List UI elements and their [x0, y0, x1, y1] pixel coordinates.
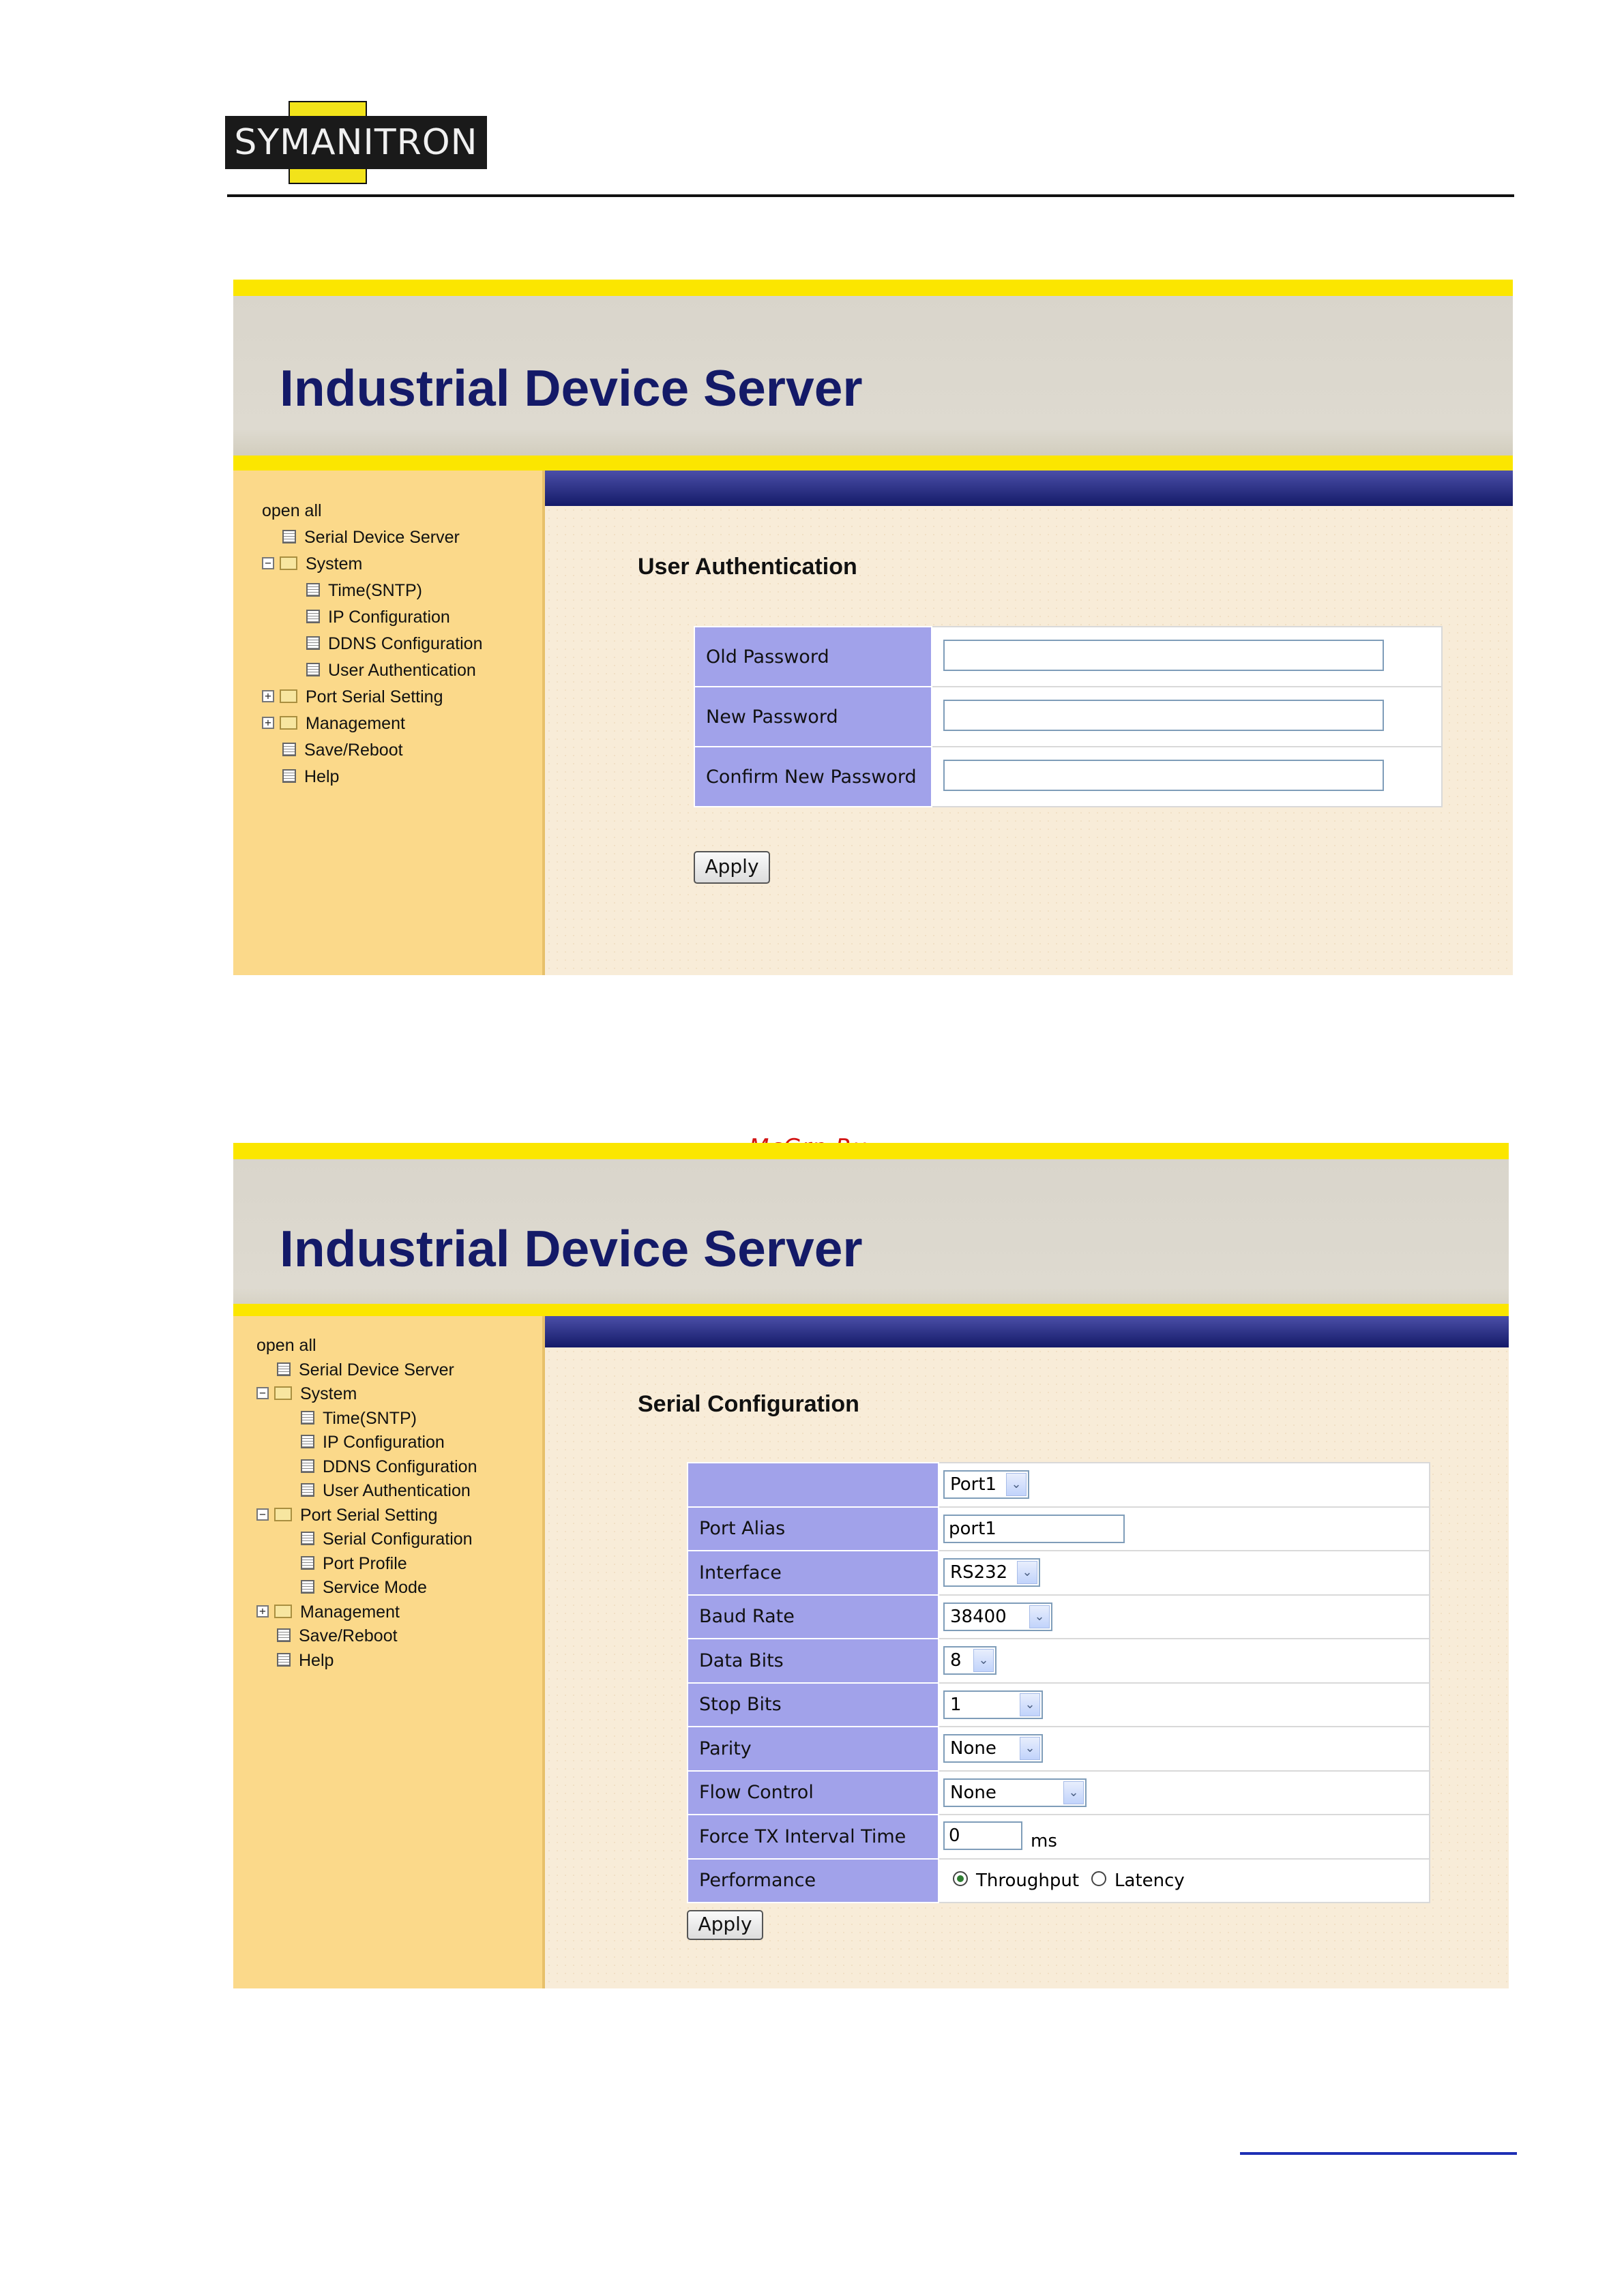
- expand-icon[interactable]: +: [262, 690, 274, 702]
- dropdown-value: 1: [950, 1694, 962, 1715]
- page-icon: [301, 1435, 314, 1448]
- nav-item[interactable]: [282, 739, 403, 762]
- chevron-down-icon[interactable]: ⌄: [1006, 1473, 1027, 1496]
- nav-item[interactable]: [306, 632, 483, 655]
- field-cell: [939, 1815, 1430, 1859]
- nav-item[interactable]: [256, 1382, 357, 1405]
- field-cell: [939, 1771, 1430, 1815]
- nav-item[interactable]: [256, 1504, 438, 1527]
- apply-button[interactable]: Apply: [694, 851, 770, 884]
- page-icon: [282, 530, 296, 543]
- page-icon: [301, 1532, 314, 1545]
- field-cell: [939, 1639, 1430, 1683]
- field-cell: [932, 687, 1442, 747]
- nav-item[interactable]: [301, 1431, 445, 1454]
- nav-item[interactable]: [277, 1624, 398, 1648]
- banner-yellow-line: [233, 456, 1513, 471]
- nav-item-label: Serial Device Server: [299, 1360, 454, 1380]
- field-label: Old Password: [694, 627, 932, 687]
- nav-item-label: Save/Reboot: [304, 741, 403, 760]
- nav-item-label: System: [306, 554, 363, 573]
- nav-item-label: Help: [299, 1650, 334, 1670]
- page-icon: [301, 1483, 314, 1497]
- chevron-down-icon[interactable]: ⌄: [1020, 1737, 1040, 1760]
- chevron-down-icon[interactable]: ⌄: [1029, 1605, 1050, 1628]
- nav-item[interactable]: [306, 606, 450, 629]
- nav-item[interactable]: [277, 1649, 334, 1672]
- radio-label: Latency: [1114, 1870, 1185, 1891]
- nav-item[interactable]: [301, 1576, 427, 1599]
- nav-band: [545, 471, 1513, 506]
- dropdown-select[interactable]: [943, 1470, 1029, 1499]
- nav-item-label: Time(SNTP): [328, 581, 422, 600]
- section-title: Serial Configuration: [638, 1391, 859, 1417]
- radio-label: Throughput: [976, 1870, 1080, 1891]
- page-icon: [277, 1628, 291, 1642]
- dropdown-select[interactable]: [943, 1558, 1040, 1587]
- page-icon: [282, 769, 296, 783]
- form-row: [688, 1815, 1430, 1859]
- folder-icon: [280, 689, 297, 703]
- collapse-icon[interactable]: −: [256, 1387, 269, 1399]
- banner-title: Industrial Device Server: [280, 1220, 863, 1277]
- field-cell: [939, 1507, 1430, 1551]
- page-icon: [306, 583, 320, 597]
- field-cell: [932, 747, 1442, 807]
- nav-item-label: IP Configuration: [328, 608, 450, 627]
- screenshot-user-authentication: [233, 280, 1513, 975]
- symanitron-logo: [225, 101, 487, 184]
- banner-title: Industrial Device Server: [280, 359, 863, 417]
- apply-button[interactable]: Apply: [687, 1910, 763, 1940]
- nav-item[interactable]: [301, 1407, 417, 1430]
- nav-item-label: DDNS Configuration: [323, 1457, 477, 1476]
- banner: [233, 296, 1513, 462]
- page-icon: [306, 610, 320, 623]
- dropdown-value: None: [950, 1738, 996, 1759]
- field-cell: [932, 627, 1442, 687]
- radio-throughput[interactable]: [953, 1871, 968, 1886]
- nav-item[interactable]: [301, 1552, 407, 1575]
- nav-item[interactable]: [262, 712, 405, 735]
- password-form: [694, 626, 1443, 807]
- nav-item[interactable]: [301, 1479, 471, 1502]
- collapse-icon[interactable]: −: [262, 557, 274, 569]
- nav-item-label: IP Configuration: [323, 1433, 445, 1452]
- nav-item[interactable]: [301, 1455, 477, 1478]
- nav-item[interactable]: [256, 1334, 316, 1357]
- form-row: [688, 1859, 1430, 1903]
- nav-item[interactable]: [306, 659, 476, 682]
- form-row: [688, 1463, 1430, 1507]
- chevron-down-icon[interactable]: ⌄: [1017, 1561, 1037, 1584]
- dropdown-select[interactable]: [943, 1690, 1043, 1719]
- field-label: Port Alias: [688, 1507, 939, 1551]
- nav-item-label: Serial Device Server: [304, 528, 460, 547]
- dropdown-value: 38400: [950, 1606, 1007, 1627]
- field-label: Interface: [688, 1551, 939, 1595]
- form-row: [688, 1551, 1430, 1595]
- field-label: [688, 1463, 939, 1507]
- dropdown-select[interactable]: [943, 1602, 1052, 1631]
- banner: [233, 1159, 1509, 1320]
- nav-item-label: open all: [256, 1336, 316, 1355]
- dropdown-value: 8: [950, 1650, 962, 1671]
- folder-open-icon: [280, 556, 297, 570]
- password-field[interactable]: [943, 640, 1384, 671]
- nav-item-label: Management: [300, 1602, 400, 1622]
- nav-item-label: System: [300, 1384, 357, 1403]
- page-icon: [301, 1459, 314, 1473]
- nav-item[interactable]: [256, 1600, 400, 1624]
- interval-time-field[interactable]: 0: [943, 1821, 1022, 1850]
- field-label: Data Bits: [688, 1639, 939, 1683]
- field-label: Baud Rate: [688, 1595, 939, 1639]
- page-icon: [301, 1556, 314, 1570]
- header-rule: [227, 194, 1514, 197]
- form-row: [688, 1683, 1430, 1727]
- page-icon: [306, 663, 320, 676]
- field-label: New Password: [694, 687, 932, 747]
- field-cell: [939, 1595, 1430, 1639]
- collapse-icon[interactable]: −: [256, 1508, 269, 1521]
- section-title: User Authentication: [638, 554, 857, 580]
- dropdown-select[interactable]: [943, 1734, 1043, 1763]
- nav-item[interactable]: [262, 499, 322, 522]
- password-field[interactable]: [943, 760, 1384, 791]
- chevron-down-icon[interactable]: ⌄: [973, 1649, 994, 1672]
- nav-item-label: User Authentication: [323, 1481, 471, 1500]
- dropdown-value: None: [950, 1782, 996, 1803]
- page-icon: [306, 636, 320, 650]
- top-yellow-bar: [233, 1143, 1509, 1159]
- expand-icon[interactable]: +: [256, 1605, 269, 1617]
- page-icon: [277, 1653, 291, 1667]
- radio-latency[interactable]: [1091, 1871, 1106, 1886]
- chevron-down-icon[interactable]: ⌄: [1020, 1693, 1040, 1716]
- sidebar: [233, 471, 545, 975]
- form-row: [688, 1771, 1430, 1815]
- serial-config-form: [687, 1462, 1430, 1903]
- password-field[interactable]: [943, 700, 1384, 731]
- page-icon: [282, 743, 296, 756]
- folder-icon: [280, 716, 297, 730]
- folder-open-icon: [274, 1386, 292, 1400]
- nav-item-label: Port Serial Setting: [300, 1505, 438, 1525]
- form-row: [694, 747, 1442, 807]
- dropdown-select[interactable]: [943, 1646, 996, 1675]
- banner-yellow-line: [233, 1304, 1509, 1316]
- nav-item-label: DDNS Configuration: [328, 634, 483, 653]
- field-label: Confirm New Password: [694, 747, 932, 807]
- nav-item[interactable]: [262, 552, 362, 576]
- field-label: Performance: [688, 1859, 939, 1903]
- nav-item-label: Save/Reboot: [299, 1626, 398, 1645]
- nav-item-label: User Authentication: [328, 661, 476, 680]
- nav-item-label: Time(SNTP): [323, 1408, 417, 1428]
- nav-item-label: Management: [306, 714, 405, 733]
- nav-item[interactable]: [306, 579, 422, 602]
- field-label: Force TX Interval Time: [688, 1815, 939, 1859]
- port-alias-field[interactable]: port1: [943, 1515, 1125, 1543]
- logo-text: SYMANITRON: [234, 122, 478, 163]
- page-icon: [277, 1362, 291, 1376]
- dropdown-value: RS232: [950, 1562, 1008, 1583]
- form-row: [688, 1639, 1430, 1683]
- nav-item[interactable]: [282, 765, 339, 788]
- folder-icon: [274, 1605, 292, 1618]
- form-row: [694, 627, 1442, 687]
- screenshot-serial-configuration: [233, 1143, 1509, 1988]
- field-cell: [939, 1551, 1430, 1595]
- nav-band: [545, 1316, 1509, 1347]
- field-cell: [939, 1463, 1430, 1507]
- nav-item-label: Port Profile: [323, 1553, 407, 1573]
- nav-item[interactable]: [301, 1527, 473, 1551]
- nav-item-label: Service Mode: [323, 1578, 427, 1597]
- form-row: [688, 1595, 1430, 1639]
- nav-item-label: Help: [304, 767, 340, 786]
- nav-item[interactable]: [262, 685, 443, 709]
- nav-item-label: Port Serial Setting: [306, 687, 443, 706]
- expand-icon[interactable]: +: [262, 717, 274, 729]
- sidebar: [233, 1316, 545, 1988]
- form-row: [694, 687, 1442, 747]
- content-area: [545, 506, 1513, 975]
- form-row: [688, 1507, 1430, 1551]
- field-label: Flow Control: [688, 1771, 939, 1815]
- unit-label: ms: [1031, 1831, 1057, 1852]
- nav-item-label: Serial Configuration: [323, 1530, 473, 1549]
- nav-item[interactable]: [277, 1358, 454, 1382]
- nav-item[interactable]: [282, 526, 460, 549]
- chevron-down-icon[interactable]: ⌄: [1063, 1781, 1084, 1804]
- footer-link-line[interactable]: [1240, 2152, 1517, 2155]
- folder-open-icon: [274, 1508, 292, 1521]
- page-icon: [301, 1580, 314, 1594]
- field-label: Stop Bits: [688, 1683, 939, 1727]
- page-icon: [301, 1411, 314, 1425]
- top-yellow-bar: [233, 280, 1513, 296]
- field-cell: [939, 1859, 1430, 1903]
- dropdown-value: Port1: [950, 1474, 997, 1495]
- content-area: [545, 1347, 1509, 1988]
- field-label: Parity: [688, 1727, 939, 1771]
- form-row: [688, 1727, 1430, 1771]
- field-cell: [939, 1727, 1430, 1771]
- nav-item-label: open all: [262, 501, 322, 520]
- field-cell: [939, 1683, 1430, 1727]
- dropdown-select[interactable]: [943, 1778, 1087, 1807]
